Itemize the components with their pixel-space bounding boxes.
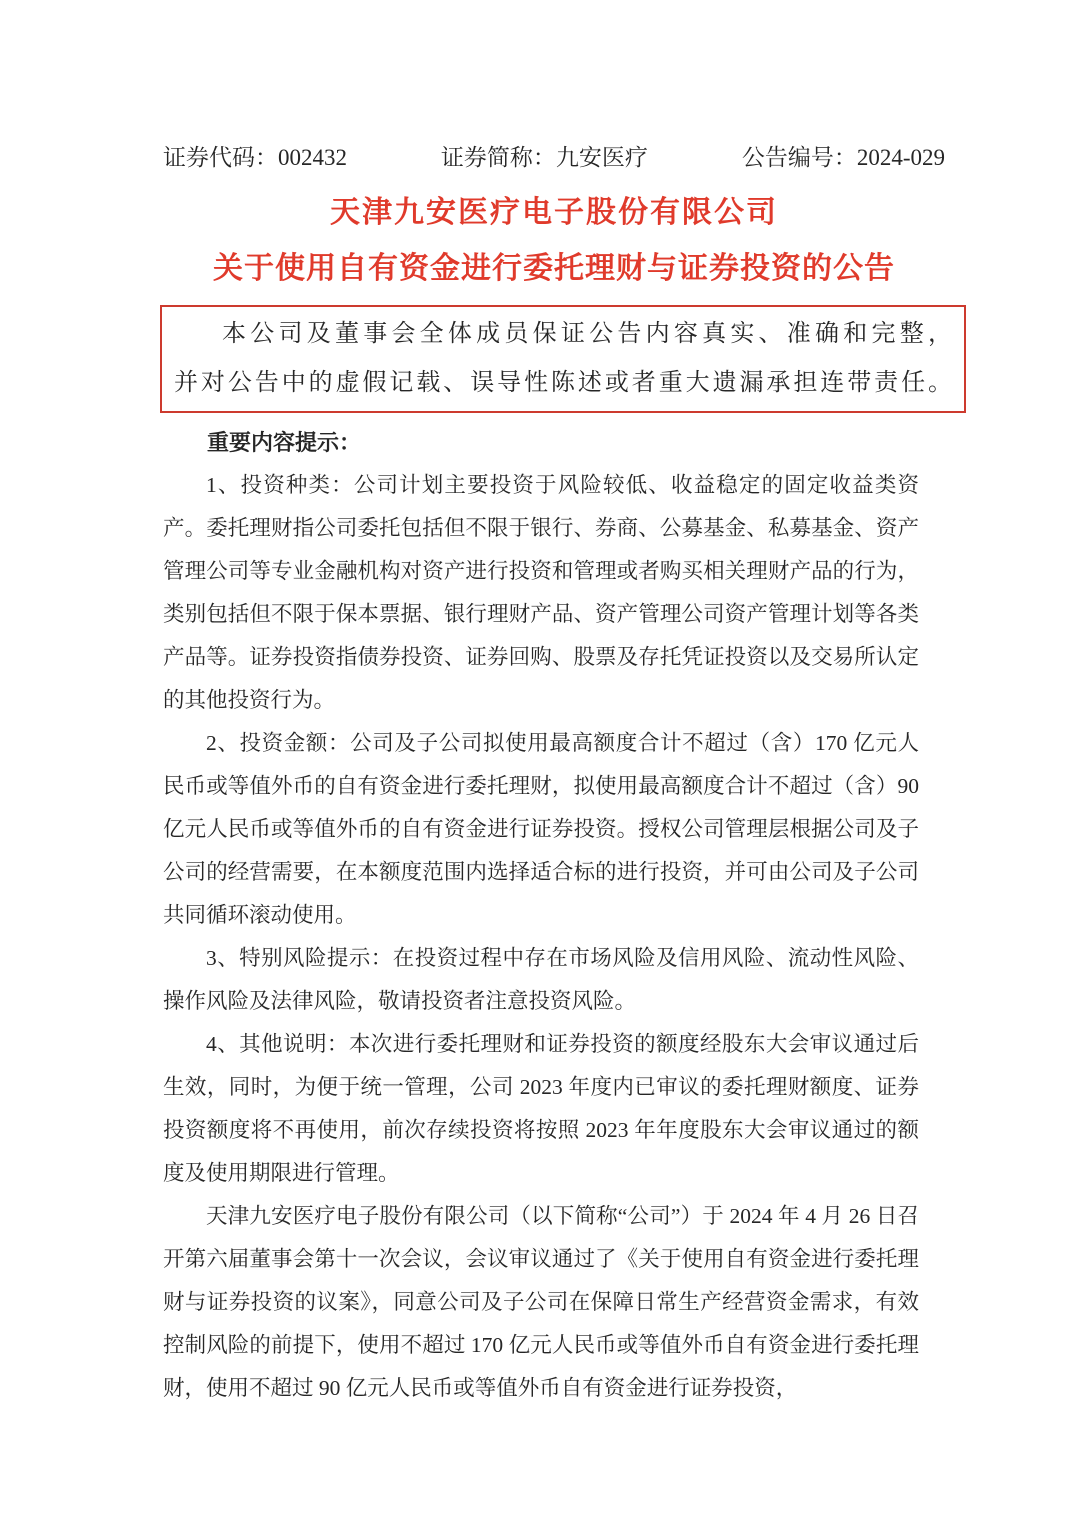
disclaimer-line-1: 本公司及董事会全体成员保证公告内容真实、准确和完整， (222, 321, 952, 347)
stock-short-name: 证券简称：九安医疗 (440, 145, 648, 170)
disclaimer-line-2: 并对公告中的虚假记载、误导性陈述或者重大遗漏承担连带责任。 (174, 370, 952, 396)
paragraph-other-notes: 4、其他说明：本次进行委托理财和证券投资的额度经股东大会审议通过后生效，同时，为便于统一管理，公司 2023 年度内已审议的委托理财额度、证券投资额度将不再使用，前次存续投资将按照 2023 年年度股东大会审议通过的额度及使用期限进行管理。 (163, 1032, 919, 1185)
paragraph-risk-warning: 3、特别风险提示：在投资过程中存在市场风险及信用风险、流动性风险、操作风险及法律风险，敬请投资者注意投资风险。 (163, 946, 919, 1013)
important-notice-label: 重要内容提示： (207, 430, 362, 455)
announcement-number: 公告编号：2024-029 (741, 145, 945, 170)
announcement-body (163, 464, 919, 1410)
document-header-row (163, 143, 945, 173)
company-title: 天津九安医疗电子股份有限公司 (330, 196, 778, 229)
paragraph-board-meeting: 天津九安医疗电子股份有限公司（以下简称“公司”）于 2024 年 4 月 26 日召开第六届董事会第十一次会议，会议审议通过了《关于使用自有资金进行委托理财与证券投资的议案》，同意公司及子公司在保障日常生产经营资金需求，有效控制风险的前提下，使用不超过 170 亿元人民币或等值外币自有资金进行委托理财，使用不超过 90 亿元人民币或等值外币自有资金进行证券投资， (163, 1204, 919, 1400)
stock-code: 证券代码：002432 (163, 145, 347, 170)
paragraph-investment-type: 1、投资种类：公司计划主要投资于风险较低、收益稳定的固定收益类资产。委托理财指公司委托包括但不限于银行、券商、公募基金、私募基金、资产管理公司等专业金融机构对资产进行投资和管理或者购买相关理财产品的行为，类别包括但不限于保本票据、银行理财产品、资产管理公司资产管理计划等各类产品等。证券投资指债券投资、证券回购、股票及存托凭证投资以及交易所认定的其他投资行为。 (163, 473, 919, 712)
paragraph-investment-amount: 2、投资金额：公司及子公司拟使用最高额度合计不超过（含）170 亿元人民币或等值外币的自有资金进行委托理财，拟使用最高额度合计不超过（含）90 亿元人民币或等值外币的自有资金进行证券投资。授权公司管理层根据公司及子公司的经营需要，在本额度范围内选择适合标的进行投资，并可由公司及子公司共同循环滚动使用。 (163, 731, 919, 927)
disclaimer-box (160, 305, 966, 413)
announcement-title: 关于使用自有资金进行委托理财与证券投资的公告 (213, 252, 895, 285)
